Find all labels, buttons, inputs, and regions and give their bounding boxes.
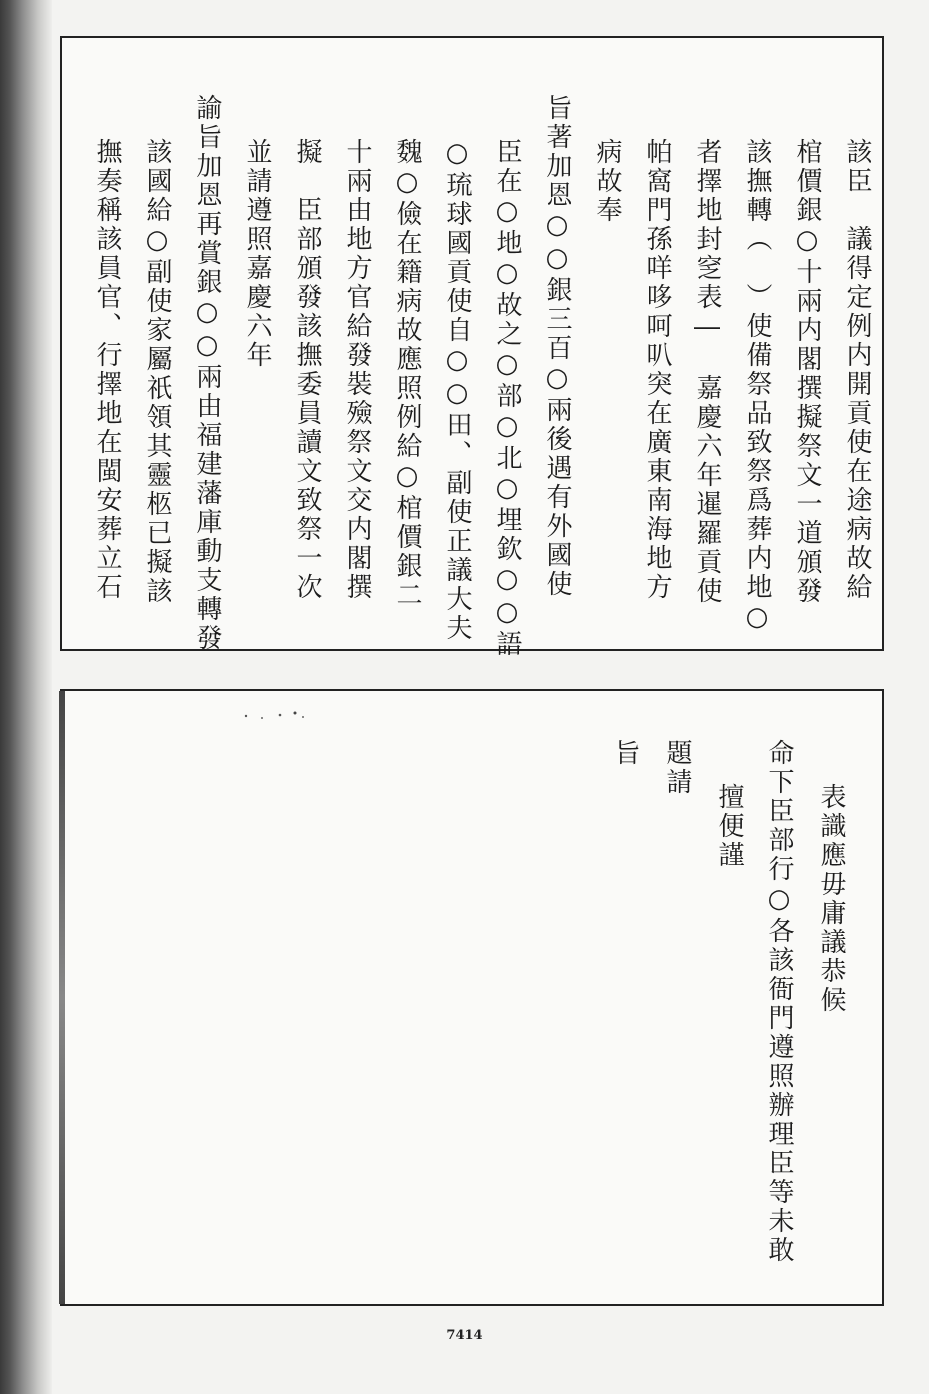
text-column: 命下臣部行○各該衙門遵照辦理臣等未敢	[764, 739, 794, 1265]
text-column: 撫奏稱該員官、行擇地在閩安葬立石	[92, 138, 122, 602]
binding-gutter	[0, 0, 52, 1394]
text-column: 表識應毋庸議恭候	[816, 783, 846, 1015]
text-column: 該撫轉（ ）使備祭品致祭爲葬内地○	[742, 138, 772, 635]
page-number: 7414	[446, 1328, 483, 1343]
text-column: 臣在○地○故之○部○北○埋欽○○語	[492, 138, 522, 659]
text-column: 十兩由地方官給發裝殮祭文交内閣撰	[342, 138, 372, 602]
document-panel-top	[60, 36, 884, 659]
text-column: ○琉球國貢使自○○田、副使正議大夫	[442, 138, 472, 643]
text-column: 旨著加恩○○銀三百○兩後遇有外國使	[542, 94, 572, 599]
text-column: 該臣 議得定例内開貢使在途病故給	[842, 138, 872, 602]
text-column: 並請遵照嘉慶六年	[242, 138, 272, 370]
text-column: 者擇地封窆表― 嘉慶六年暹羅貢使	[692, 138, 722, 606]
text-column: 魏○儉在籍病故應照例給○棺價銀二	[392, 138, 422, 610]
text-column: 該國給○副使家屬祇領其靈柩已擬該	[142, 138, 172, 606]
text-column: 病故奉	[592, 138, 622, 225]
text-column: 帕窩門孫咩哆呵叭突在廣東南海地方	[642, 138, 672, 602]
text-column: 諭旨加恩再賞銀○○兩由福建藩庫動支轉發	[192, 94, 222, 653]
text-column: 旨	[610, 739, 640, 768]
text-column: 擬 臣部頒發該撫委員讀文致祭一次	[292, 138, 322, 602]
text-column: 題請	[662, 739, 692, 797]
text-column: 擅便謹	[714, 783, 744, 870]
ink-bleed	[59, 691, 65, 1304]
document-panel-bottom	[60, 689, 884, 1306]
text-column: 棺價銀○十兩内閣撰擬祭文一道頒發	[792, 138, 822, 606]
ink-speck	[240, 708, 310, 722]
